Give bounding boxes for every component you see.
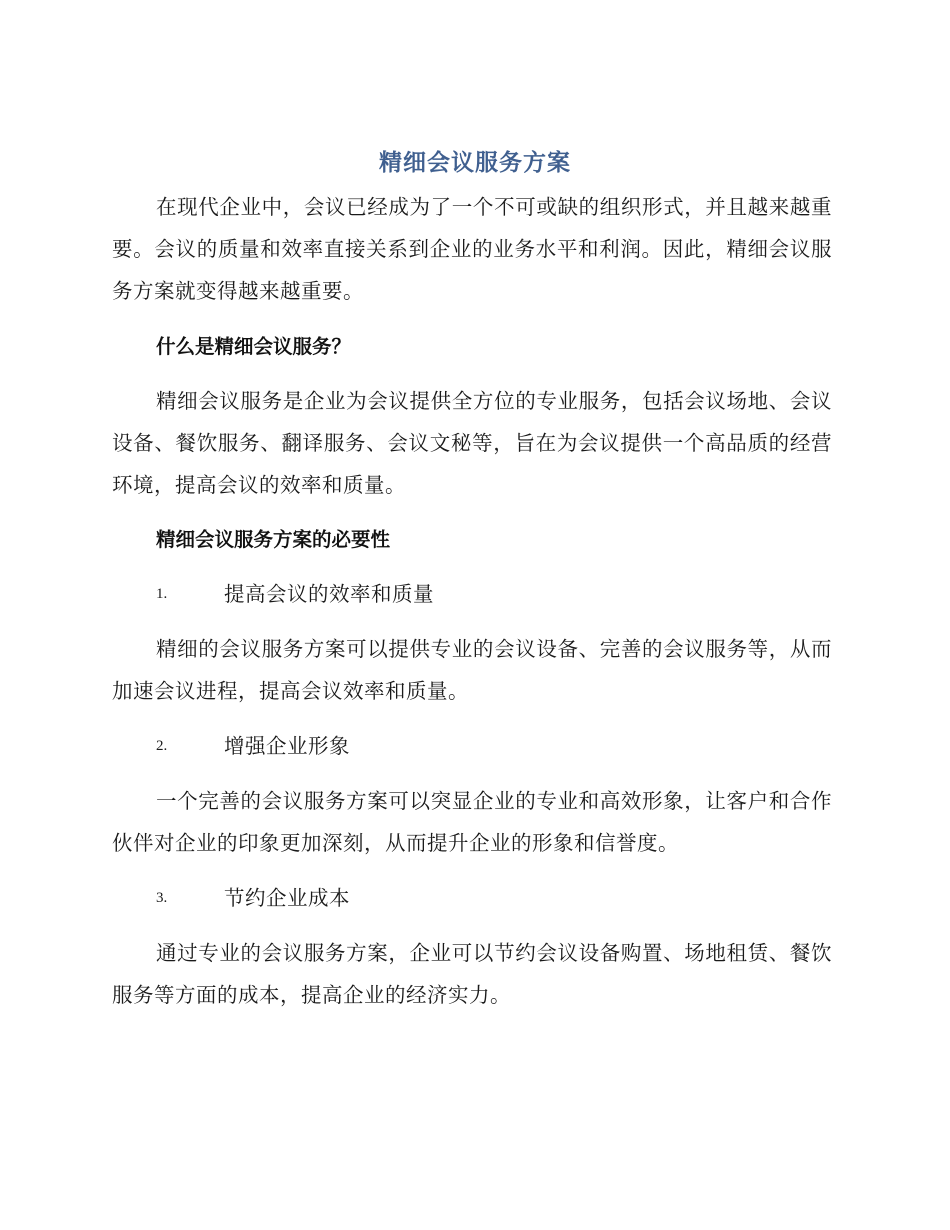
list-number: 1. <box>156 586 168 602</box>
list-item-1-paragraph: 精细的会议服务方案可以提供专业的会议设备、完善的会议服务等，从而加速会议进程，提高会议效率和质量。 <box>112 637 832 703</box>
definition-paragraph: 精细会议服务是企业为会议提供全方位的专业服务，包括会议场地、会议设备、餐饮服务、翻译服务、会议文秘等，旨在为会议提供一个高品质的经营环境，提高会议的效率和质量。 <box>112 389 832 497</box>
list-item-2-paragraph: 一个完善的会议服务方案可以突显企业的专业和高效形象，让客户和合作伙伴对企业的印象更加深刻，从而提升企业的形象和信誉度。 <box>112 789 832 855</box>
list-item-title: 节约企业成本 <box>224 886 350 910</box>
list-item-title: 增强企业形象 <box>224 734 350 758</box>
section-heading-what-is: 什么是精细会议服务？ <box>156 335 352 358</box>
document-title: 精细会议服务方案 <box>379 150 571 176</box>
list-number: 2. <box>156 738 168 754</box>
list-item-3-paragraph: 通过专业的会议服务方案，企业可以节约会议设备购置、场地租赁、餐饮服务等方面的成本，提高企业的经济实力。 <box>112 941 832 1007</box>
list-number: 3. <box>156 890 168 906</box>
section-heading-necessity: 精细会议服务方案的必要性 <box>156 528 391 551</box>
list-item-title: 提高会议的效率和质量 <box>224 582 434 606</box>
intro-paragraph: 在现代企业中，会议已经成为了一个不可或缺的组织形式，并且越来越重要。会议的质量和效率直接关系到企业的业务水平和利润。因此，精细会议服务方案就变得越来越重要。 <box>112 195 832 303</box>
